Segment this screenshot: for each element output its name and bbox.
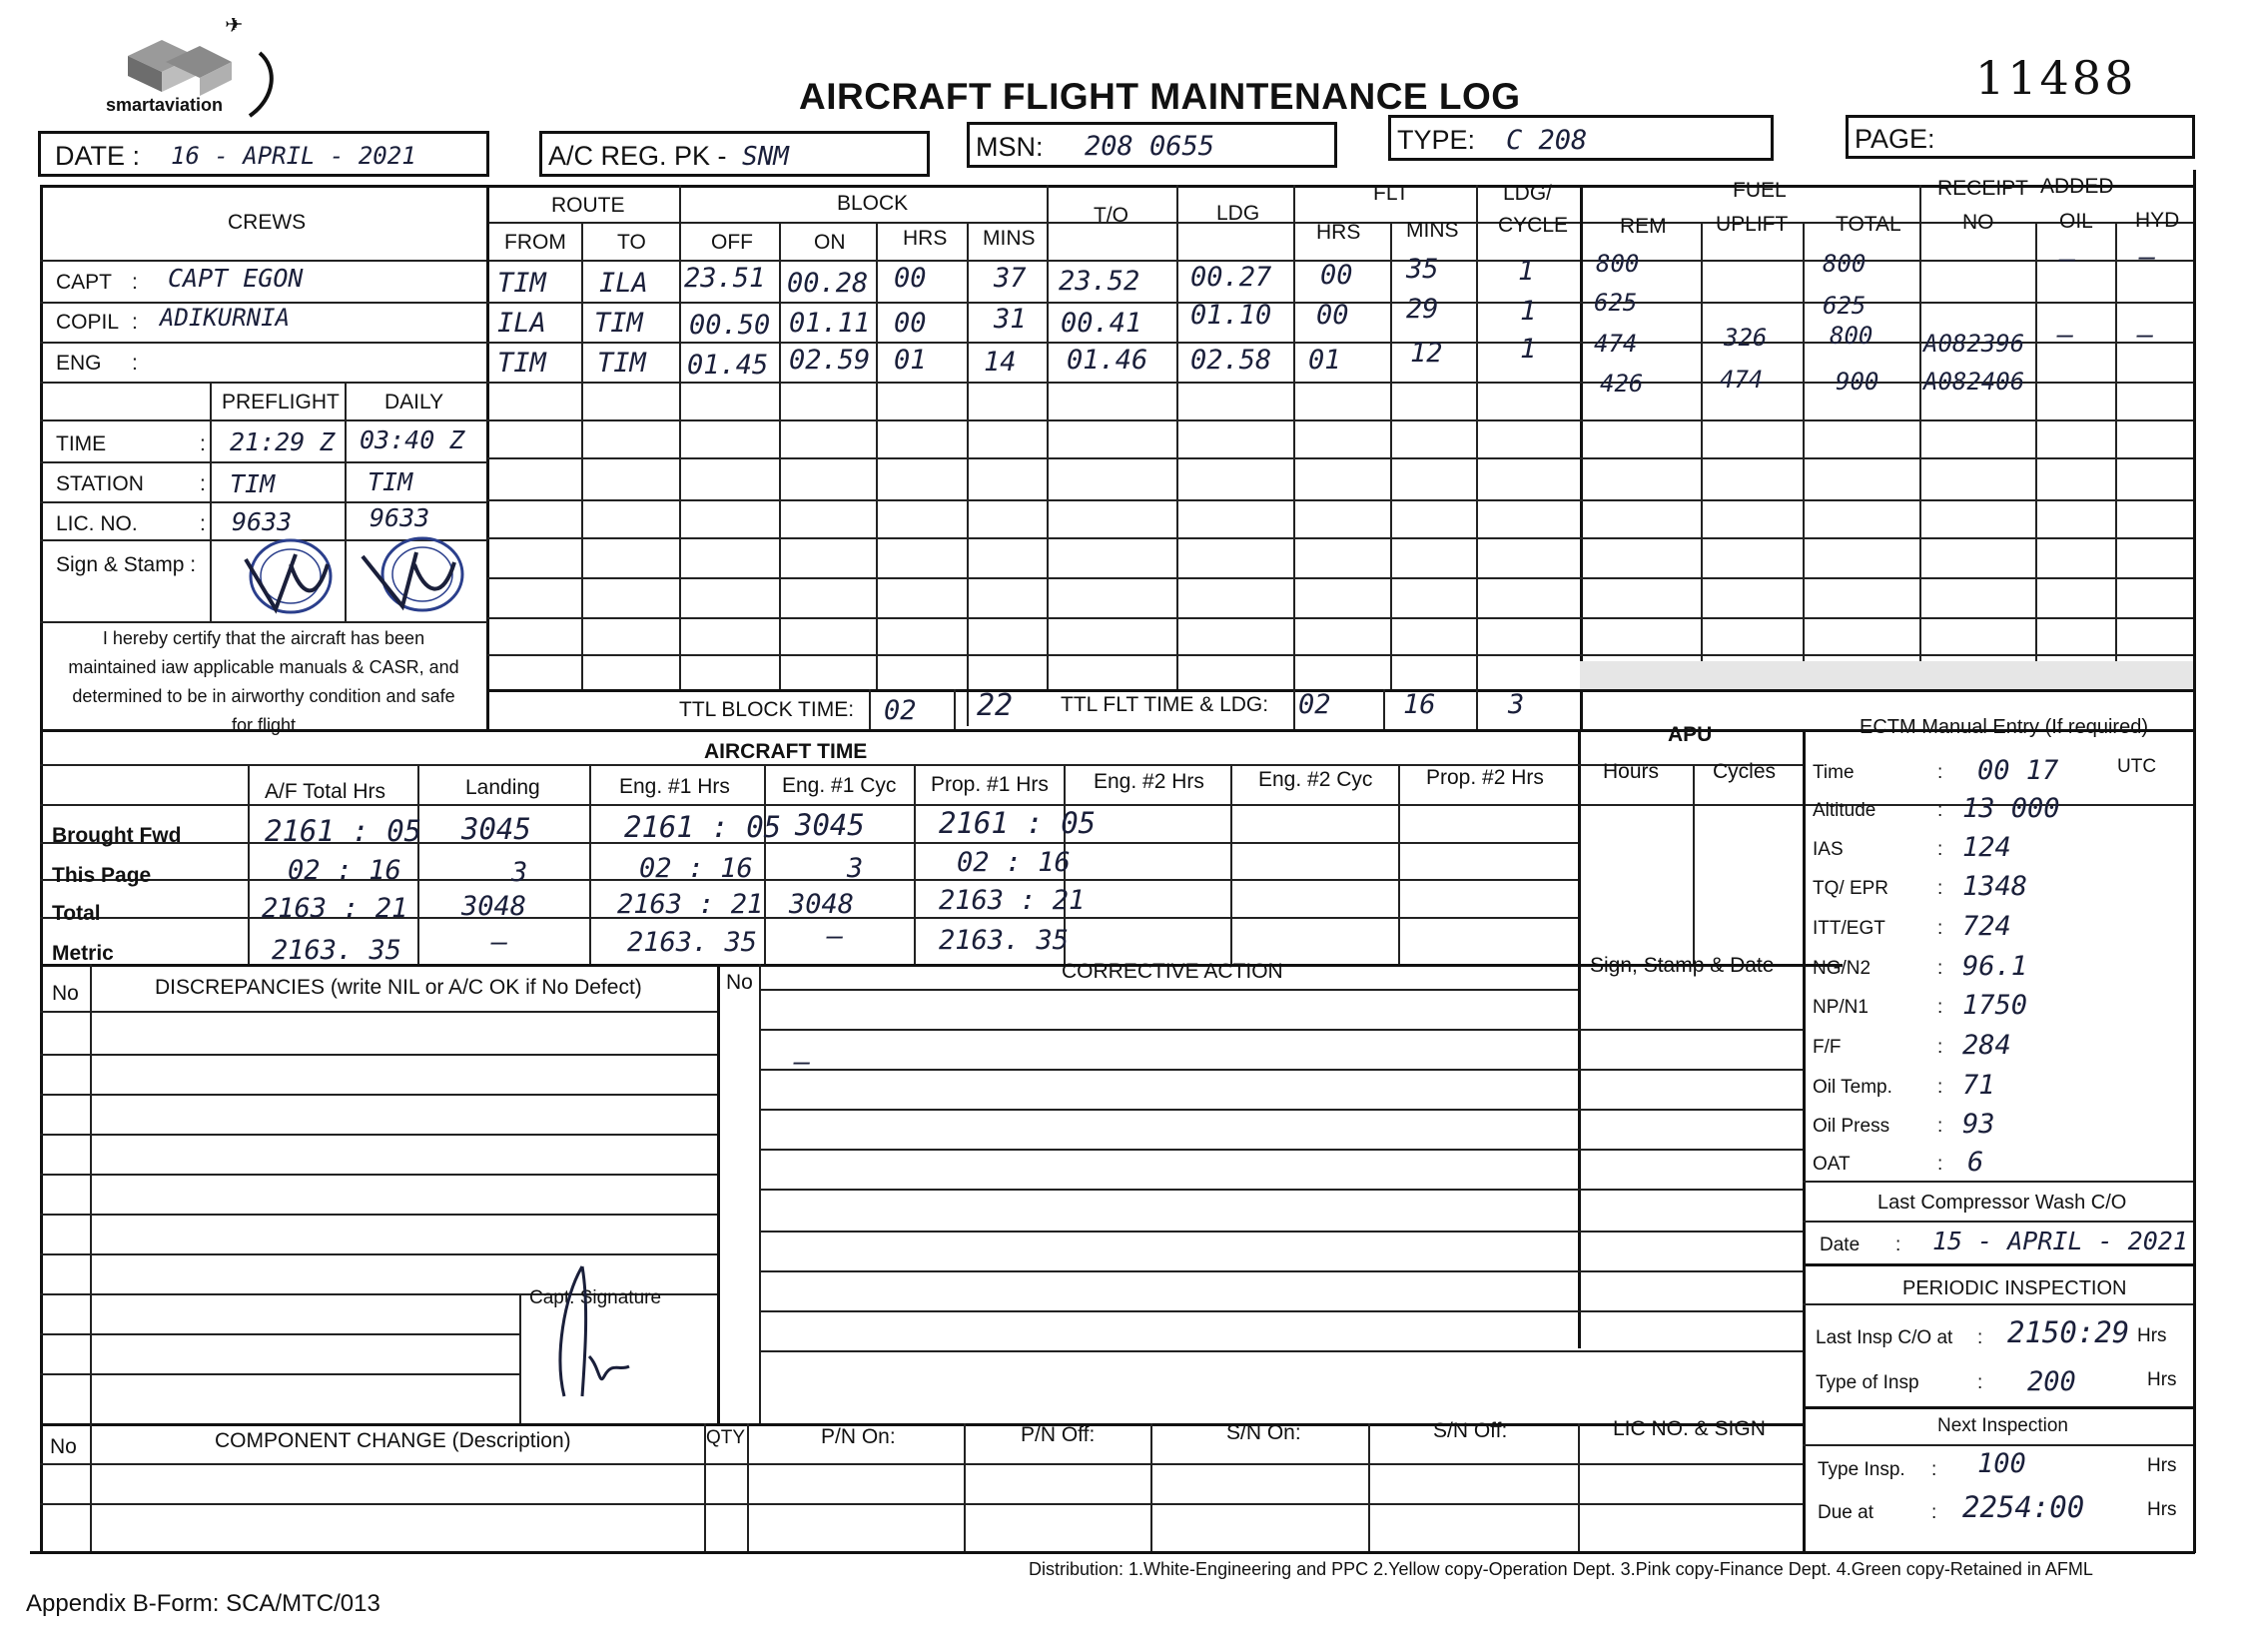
leg-cycle: 1 [1518, 256, 1535, 287]
af-value: 2163 : 21 [262, 893, 408, 924]
ectm-item-oil-press [1813, 1111, 2192, 1147]
disc-title: DISCREPANCIES (write NIL or A/C OK if No Defect) [155, 976, 642, 999]
leg-on: 00.28 [787, 268, 869, 299]
leg-flt-mins: 35 [1406, 254, 1439, 285]
fuel-oil: — [2059, 244, 2076, 275]
eng1cyc-value: — [827, 921, 844, 952]
ectm-value: 13 000 [1962, 793, 2060, 824]
due-label: Due at [1818, 1502, 1873, 1523]
corrective-entry: — [794, 1047, 811, 1078]
ectm-item-tq [1813, 873, 2192, 909]
to-time-header: T/O [1094, 204, 1128, 227]
to-header: TO [617, 231, 646, 254]
preflight-header: PREFLIGHT [222, 391, 340, 413]
company-logo [100, 18, 290, 123]
time-label: TIME [56, 432, 107, 455]
leg-flt-mins: 29 [1406, 294, 1439, 325]
type-label: TYPE: [1397, 125, 1476, 155]
captain-signature-icon [534, 1256, 644, 1406]
leg-ldg: 02.58 [1190, 345, 1272, 376]
leg-hrs: 00 [894, 263, 927, 294]
leg-off: 01.45 [687, 350, 769, 381]
eng1-value: 2163 : 21 [617, 889, 764, 920]
sign-stamp-date-title: Sign, Stamp & Date [1590, 954, 1775, 977]
ectm-colon: : [1937, 958, 1943, 979]
disc-no-label: No [52, 982, 79, 1005]
added-header: ADDED [2040, 175, 2114, 198]
time-daily: 03:40 Z [360, 425, 465, 454]
ectm-colon: : [1937, 762, 1943, 783]
ectm-colon: : [1937, 839, 1943, 860]
ldg-cycle-header-2: CYCLE [1498, 214, 1569, 237]
col-eng2-hrs: Eng. #2 Hrs [1094, 770, 1204, 793]
ectm-label: NP/N1 [1813, 997, 1868, 1018]
type-insp-value: 200 [2027, 1366, 2076, 1397]
ttl-block-label: TTL BLOCK TIME: [679, 698, 855, 721]
periodic-title: PERIODIC INSPECTION [1902, 1277, 2127, 1299]
station-preflight: TIM [230, 469, 276, 498]
ectm-title: ECTM Manual Entry (If required) [1860, 716, 2148, 738]
lic-preflight: 9633 [232, 507, 293, 536]
type-insp-unit: Hrs [2147, 1369, 2177, 1390]
lic-daily: 9633 [370, 503, 430, 532]
due-unit: Hrs [2147, 1499, 2177, 1520]
ectm-colon: : [1937, 918, 1943, 939]
leg-cycle: 1 [1520, 334, 1537, 365]
leg-ldg: 00.27 [1190, 262, 1272, 293]
hyd-header: HYD [2135, 209, 2180, 232]
ectm-colon: : [1937, 1077, 1943, 1098]
prop1-value: 2161 : 05 [939, 806, 1097, 840]
msn-label: MSN: [976, 132, 1044, 162]
landing-value: 3048 [461, 891, 527, 922]
date-field[interactable] [38, 131, 489, 177]
ttl-flt-mins: 16 [1403, 689, 1436, 720]
ectm-label: IAS [1813, 839, 1844, 860]
leg-off: 00.50 [689, 310, 771, 341]
ectm-item-ng [1813, 953, 2192, 989]
leg-cycle: 1 [1520, 296, 1537, 327]
lic-label: LIC. NO. [56, 512, 138, 535]
leg-off: 23.51 [684, 263, 766, 294]
ttl-block-mins: 22 [977, 688, 1014, 723]
ectm-unit: UTC [2117, 756, 2157, 777]
ac-reg-label: A/C REG. PK - [548, 141, 727, 171]
ectm-value: 1750 [1962, 990, 2028, 1021]
ectm-value: 1348 [1962, 871, 2028, 902]
leg-to: TIM [597, 348, 646, 379]
due-value: 2254:00 [1962, 1490, 2085, 1524]
leg-on: 01.11 [789, 308, 871, 339]
ac-reg-field[interactable] [539, 131, 930, 177]
leg-from: ILA [497, 308, 546, 339]
colon-copil: : [132, 311, 138, 334]
fuel-header: FUEL [1733, 179, 1787, 202]
next-type-unit: Hrs [2147, 1455, 2177, 1476]
apu-title: APU [1668, 723, 1713, 746]
apu-cycles: Cycles [1713, 760, 1777, 783]
msn-field[interactable] [967, 122, 1337, 168]
ttl-flt-label: TTL FLT TIME & LDG: [1061, 693, 1269, 716]
comp-title: COMPONENT CHANGE (Description) [215, 1429, 571, 1452]
block-header: BLOCK [837, 192, 909, 215]
row-label: Total [52, 902, 101, 925]
sn-off-header: S/N Off: [1433, 1419, 1508, 1442]
ectm-label: Altitude [1813, 800, 1876, 821]
ectm-colon: : [1937, 878, 1943, 899]
ectm-label: OAT [1813, 1154, 1851, 1175]
total-header: TOTAL [1836, 213, 1901, 236]
daily-header: DAILY [384, 391, 444, 413]
leg-on: 02.59 [789, 345, 871, 376]
fuel-receipt: A082406 [1923, 368, 2025, 396]
fuel-rem: 426 [1600, 370, 1644, 398]
leg-flt-mins: 12 [1410, 338, 1443, 369]
sign-stamp-label: Sign & Stamp : [56, 553, 197, 576]
svg-text:✈: ✈ [225, 18, 244, 37]
compressor-date: 15 - APRIL - 2021 [1932, 1227, 2188, 1255]
last-insp-colon: : [1977, 1327, 1983, 1348]
off-header: OFF [711, 231, 753, 254]
row-label: Metric [52, 942, 114, 965]
leg-from: TIM [497, 348, 546, 379]
ectm-colon: : [1937, 800, 1943, 821]
ectm-label: Oil Press [1813, 1116, 1890, 1137]
ectm-label: Oil Temp. [1813, 1077, 1892, 1098]
hrs-header: HRS [903, 227, 948, 250]
due-colon: : [1931, 1502, 1937, 1523]
last-insp-label: Last Insp C/O at [1816, 1327, 1953, 1348]
ectm-label: NG/N2 [1813, 958, 1871, 979]
type-field[interactable] [1388, 115, 1774, 161]
leg-mins: 14 [984, 347, 1017, 378]
time-preflight: 21:29 Z [230, 427, 336, 456]
copil-label: COPIL [56, 311, 120, 334]
type-value: C 208 [1506, 125, 1588, 156]
leg-hrs: 00 [894, 308, 927, 339]
ectm-label: ITT/EGT [1813, 918, 1885, 939]
col-eng1-cyc: Eng. #1 Cyc [782, 774, 897, 797]
next-type-value: 100 [1977, 1448, 2026, 1479]
uplift-header: UPLIFT [1716, 213, 1789, 236]
ectm-item-oat [1813, 1149, 2192, 1183]
certification-text [42, 624, 485, 740]
ectm-label: TQ/ EPR [1813, 878, 1889, 899]
landing-value: 3045 [461, 812, 531, 846]
ectm-colon: : [1937, 1154, 1943, 1175]
qty-header: QTY [706, 1427, 746, 1448]
af-value: 02 : 16 [288, 855, 401, 886]
mins-header: MINS [983, 227, 1036, 250]
crews-header: CREWS [228, 211, 307, 234]
ectm-colon: : [1937, 1037, 1943, 1058]
ttl-flt-hrs: 02 [1298, 689, 1331, 720]
ectm-item-ias [1813, 834, 2192, 870]
page-title: AIRCRAFT FLIGHT MAINTENANCE LOG [799, 76, 1521, 117]
comp-no-label: No [50, 1435, 77, 1458]
capt-value: CAPT EGON [168, 264, 304, 293]
col-landing: Landing [465, 776, 540, 799]
receipt-header-1: RECEIPT [1937, 177, 2029, 200]
ectm-value: 6 [1967, 1147, 1984, 1178]
eng1cyc-value: 3045 [795, 808, 865, 842]
leg-to-time: 00.41 [1061, 308, 1142, 339]
type-insp-colon: : [1977, 1372, 1983, 1393]
leg-flt-hrs: 01 [1308, 345, 1341, 376]
eng1-value: 2163. 35 [627, 927, 758, 958]
next-insp-title: Next Inspection [1937, 1415, 2068, 1436]
apu-hours: Hours [1603, 760, 1660, 783]
logo-text: smartaviation [106, 95, 224, 115]
ectm-item-oil-temp [1813, 1072, 2192, 1108]
leg-to: TIM [594, 308, 643, 339]
ldg-cycle-header-1: LDG/ [1503, 182, 1553, 205]
row-label: This Page [52, 864, 152, 887]
ectm-item-altitude [1813, 795, 2192, 831]
fuel-oil: — [2057, 320, 2074, 351]
fuel-uplift: 326 [1724, 324, 1768, 352]
fuel-receipt: A082396 [1923, 330, 2025, 358]
date-label: DATE : [55, 141, 141, 171]
page-field[interactable] [1846, 115, 2195, 159]
pn-off-header: P/N Off: [1021, 1423, 1096, 1446]
row-label: Brought Fwd [52, 824, 182, 847]
prop1-value: 2163. 35 [939, 925, 1070, 956]
ttl-block-hrs: 02 [884, 695, 917, 726]
compressor-colon: : [1895, 1235, 1901, 1255]
leg-mins: 31 [994, 304, 1027, 335]
station-daily: TIM [368, 467, 413, 496]
certify-line-4: for flight [231, 715, 297, 735]
pn-on-header: P/N On: [821, 1425, 896, 1448]
capt-signature-label: Capt. Signature [529, 1287, 662, 1308]
certify-line-3: determined to be in airworthy condition and safe [72, 686, 455, 706]
colon-station: : [200, 472, 206, 495]
compressor-title: Last Compressor Wash C/O [1877, 1192, 2127, 1214]
eng1cyc-value: 3 [847, 853, 864, 884]
col-af-total: A/F Total Hrs [265, 780, 385, 803]
leg-flt-hrs: 00 [1320, 260, 1353, 291]
ectm-value: 724 [1962, 911, 2011, 942]
ectm-label: Time [1813, 762, 1855, 783]
corr-no-label: No [726, 971, 753, 994]
col-prop2-hrs: Prop. #2 Hrs [1426, 766, 1544, 789]
rem-header: REM [1620, 215, 1667, 238]
sn-on-header: S/N On: [1226, 1421, 1301, 1444]
ectm-item-np [1813, 992, 2192, 1028]
colon-lic: : [200, 512, 206, 535]
flt-header: FLT [1373, 182, 1409, 205]
daily-stamp-icon [355, 534, 469, 619]
landing-value: 3 [511, 857, 528, 888]
ectm-item-time [1813, 757, 2192, 793]
colon-time: : [200, 432, 206, 455]
fuel-total: 900 [1836, 368, 1879, 396]
flt-mins-header: MINS [1406, 219, 1459, 242]
on-header: ON [814, 231, 846, 254]
type-insp-label: Type of Insp [1816, 1372, 1919, 1393]
leg-flt-hrs: 00 [1316, 300, 1349, 331]
from-header: FROM [504, 231, 566, 254]
form-number: Appendix B-Form: SCA/MTC/013 [26, 1590, 380, 1617]
prop1-value: 2163 : 21 [939, 885, 1086, 916]
flt-hrs-header: HRS [1316, 221, 1361, 244]
colon-eng: : [132, 352, 138, 375]
ldg-header: LDG [1216, 202, 1260, 225]
fuel-rem: 474 [1594, 330, 1638, 358]
leg-hrs: 01 [894, 345, 927, 376]
fuel-total: 800 [1823, 250, 1867, 278]
preflight-stamp-icon [236, 534, 336, 619]
af-value: 2161 : 05 [265, 814, 422, 848]
ectm-label: F/F [1813, 1037, 1842, 1058]
ectm-item-ff [1813, 1032, 2192, 1068]
ectm-colon: : [1937, 997, 1943, 1018]
last-insp-unit: Hrs [2137, 1325, 2167, 1346]
fuel-hyd: — [2139, 242, 2156, 273]
fuel-rem: 625 [1594, 289, 1638, 317]
col-eng2-cyc: Eng. #2 Cyc [1258, 768, 1373, 791]
col-prop1-hrs: Prop. #1 Hrs [931, 773, 1049, 796]
date-value: 16 - APRIL - 2021 [171, 142, 416, 170]
ectm-value: 124 [1962, 832, 2011, 863]
fuel-total: 625 [1823, 292, 1867, 320]
receipt-header-2: NO [1962, 211, 1994, 234]
certify-line-2: maintained iaw applicable manuals & CASR, and [68, 657, 459, 677]
ectm-value: 96.1 [1962, 951, 2028, 982]
serial-number: 11488 [1975, 51, 2137, 105]
leg-to-time: 01.46 [1067, 345, 1148, 376]
ectm-colon: : [1937, 1116, 1943, 1137]
distribution-note: Distribution: 1.White-Engineering and PPC 2.Yellow copy-Operation Dept. 3.Pink copy-Finance Dept. 4.Green copy-Retained in AFML [1029, 1559, 2093, 1579]
eng1-value: 02 : 16 [639, 853, 753, 884]
lic-sign-header: LIC NO. & SIGN [1613, 1417, 1766, 1440]
fuel-uplift: 474 [1720, 366, 1764, 394]
page-label: PAGE: [1855, 124, 1935, 154]
fuel-hyd: — [2137, 320, 2154, 351]
af-value: 2163. 35 [272, 935, 402, 966]
certify-line-1: I hereby certify that the aircraft has been [102, 628, 425, 648]
leg-to: ILA [599, 268, 648, 299]
landing-value: — [491, 927, 508, 958]
leg-to-time: 23.52 [1059, 266, 1140, 297]
corrective-title: CORRECTIVE ACTION [1062, 960, 1283, 983]
ectm-item-itt [1813, 913, 2192, 949]
compressor-date-label: Date [1820, 1235, 1861, 1255]
eng1cyc-value: 3048 [789, 889, 855, 920]
leg-ldg: 01.10 [1190, 300, 1272, 331]
next-type-colon: : [1931, 1459, 1937, 1480]
leg-mins: 37 [994, 263, 1027, 294]
leg-from: TIM [497, 268, 546, 299]
ectm-value: 93 [1962, 1109, 1995, 1140]
msn-value: 208 0655 [1085, 131, 1215, 162]
capt-label: CAPT [56, 271, 113, 294]
colon-capt: : [132, 271, 138, 294]
station-label: STATION [56, 472, 144, 495]
fuel-rem: 800 [1596, 250, 1640, 278]
ac-reg-value: SNM [742, 142, 789, 172]
ectm-value: 00 17 [1977, 755, 2059, 786]
eng-label: ENG [56, 352, 102, 375]
route-header: ROUTE [551, 194, 625, 217]
last-insp-value: 2150:29 [2007, 1315, 2130, 1349]
copil-value: ADIKURNIA [160, 304, 291, 332]
oil-header: OIL [2059, 210, 2093, 233]
aircraft-time-title: AIRCRAFT TIME [704, 740, 868, 763]
ttl-ldg: 3 [1508, 689, 1525, 720]
col-eng1-hrs: Eng. #1 Hrs [619, 775, 730, 798]
ectm-value: 71 [1962, 1070, 1995, 1101]
eng1-value: 2161 : 05 [624, 810, 782, 844]
ectm-value: 284 [1962, 1030, 2011, 1061]
fuel-total: 800 [1830, 322, 1873, 350]
prop1-value: 02 : 16 [957, 847, 1071, 878]
next-type-label: Type Insp. [1818, 1459, 1905, 1480]
